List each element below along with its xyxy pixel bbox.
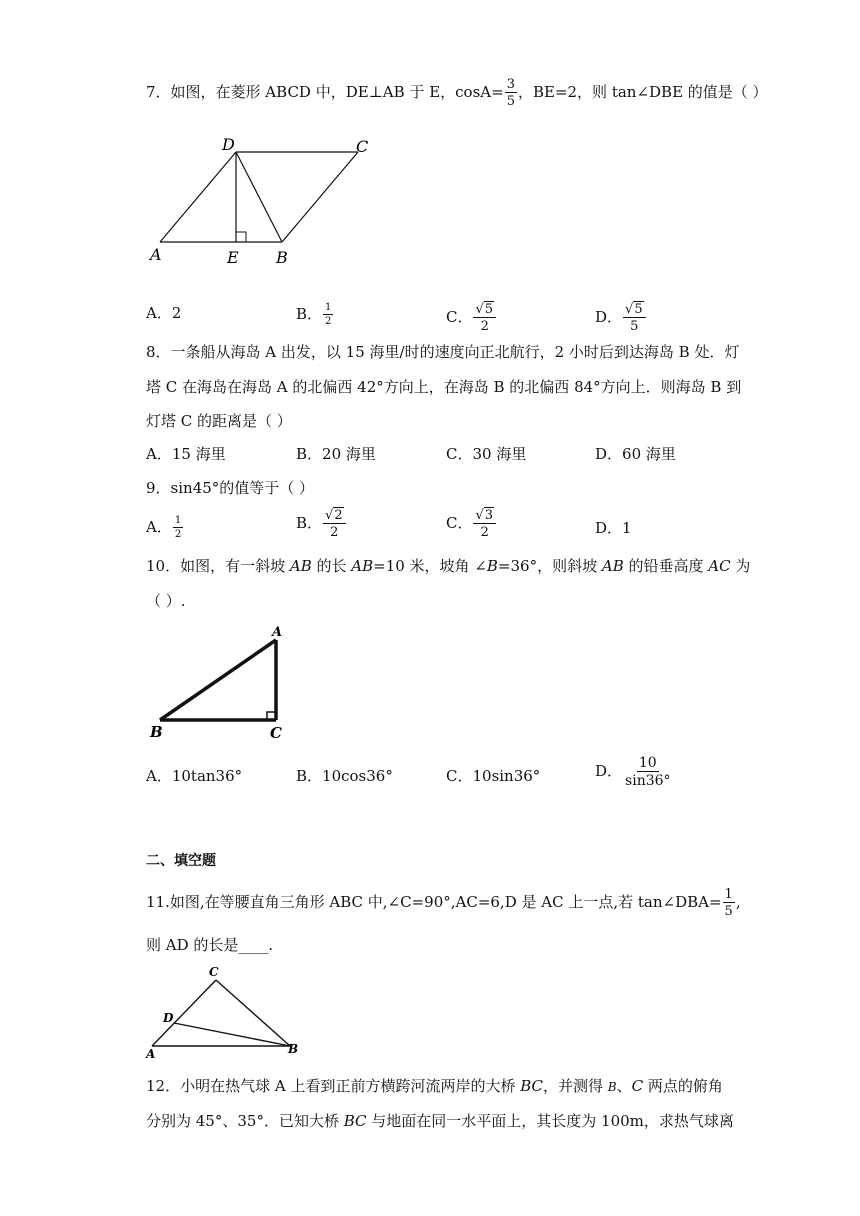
label-B: B [288, 1042, 299, 1056]
label-C: C [209, 965, 219, 979]
q7-option-a[interactable]: A．2 [146, 304, 182, 322]
q12-line-2: 分别为 45°、35°．已知大桥 BC 与地面在同一水平面上，其长度为 100m，求热气球离 [146, 1112, 734, 1130]
label-B: B [150, 723, 163, 741]
q8-line-3: 灯塔 C 的距离是（ ） [146, 412, 292, 430]
q7-stem: 7．如图，在菱形 ABCD 中，DE⊥AB 于 E，cosA= $\frac{3}{5}$ ，BE=2，则 tan∠DBE 的值是（ ） [146, 77, 768, 109]
q8-line-1: 8．一条船从海岛 A 出发，以 15 海里/时的速度向正北航行，2 小时后到达海岛 B 处．灯 [146, 343, 740, 361]
q8-option-d[interactable]: D．60 海里 [595, 445, 676, 463]
q10-option-b[interactable]: B．10cos36° [296, 767, 393, 785]
label-B: B [276, 248, 288, 267]
q10-line-2: （ ）. [146, 592, 186, 610]
label-A: A [272, 625, 283, 640]
q8-option-a[interactable]: A．15 海里 [146, 445, 226, 463]
q10-option-d[interactable]: D． $\frac{10}{\sin 36^\circ}$ [595, 755, 671, 789]
label-D: D [163, 1011, 174, 1025]
q7-rhombus-figure [140, 130, 380, 270]
q9-option-d[interactable]: D．1 [595, 519, 632, 537]
q11-line-2: 则 AD 的长是____. [146, 936, 274, 954]
section-title: 二、填空题 [146, 853, 216, 869]
q8-line-2: 塔 C 在海岛在海岛 A 的北偏西 42°方向上，在海岛 B 的北偏西 84°方向上．则海岛 B 到 [146, 378, 742, 396]
label-A: A [146, 1047, 156, 1061]
q7-option-c[interactable]: C． $\frac{√5}{2}$ [446, 303, 497, 333]
cos-fraction: $\frac{3}{5}$ [506, 77, 515, 109]
label-D: D [222, 135, 235, 154]
q9-option-b[interactable]: B． $\frac{√2}{2}$ [296, 509, 347, 539]
q7-option-d[interactable]: D． $\frac{√5}{5}$ [595, 303, 647, 333]
q9-stem: 9．sin45°的值等于（ ） [146, 479, 315, 497]
q9-option-c[interactable]: C． $\frac{√3}{2}$ [446, 509, 497, 539]
q8-option-b[interactable]: B．20 海里 [296, 445, 376, 463]
q11-line-1: 11.如图,在等腰直角三角形 ABC 中,∠C=90°,AC=6,D 是 AC 上一点,若 tan∠DBA= $\frac{1}{5}$ , [146, 887, 741, 919]
q10-option-c[interactable]: C．10sin36° [446, 767, 541, 785]
q10-slope-figure [140, 620, 300, 750]
q12-line-1: 12．小明在热气球 A 上看到正前方横跨河流两岸的大桥 BC，并测得 B、C 两点的俯角 [146, 1077, 723, 1095]
q7-option-b[interactable]: B． $\frac{1}{2}$ [296, 302, 332, 327]
label-C: C [270, 724, 282, 742]
q11-triangle-figure [140, 962, 310, 1062]
q9-option-a[interactable]: A． $\frac{1}{2}$ [146, 515, 182, 540]
label-E: E [227, 248, 239, 267]
q10-line-1: 10．如图，有一斜坡 AB 的长 AB=10 米，坡角 ∠B=36°，则斜坡 AB 的铅垂高度 AC 为 [146, 557, 751, 575]
q8-option-c[interactable]: C．30 海里 [446, 445, 527, 463]
label-A: A [150, 245, 162, 264]
label-C: C [356, 137, 369, 156]
q10-option-a[interactable]: A．10tan36° [146, 767, 243, 785]
